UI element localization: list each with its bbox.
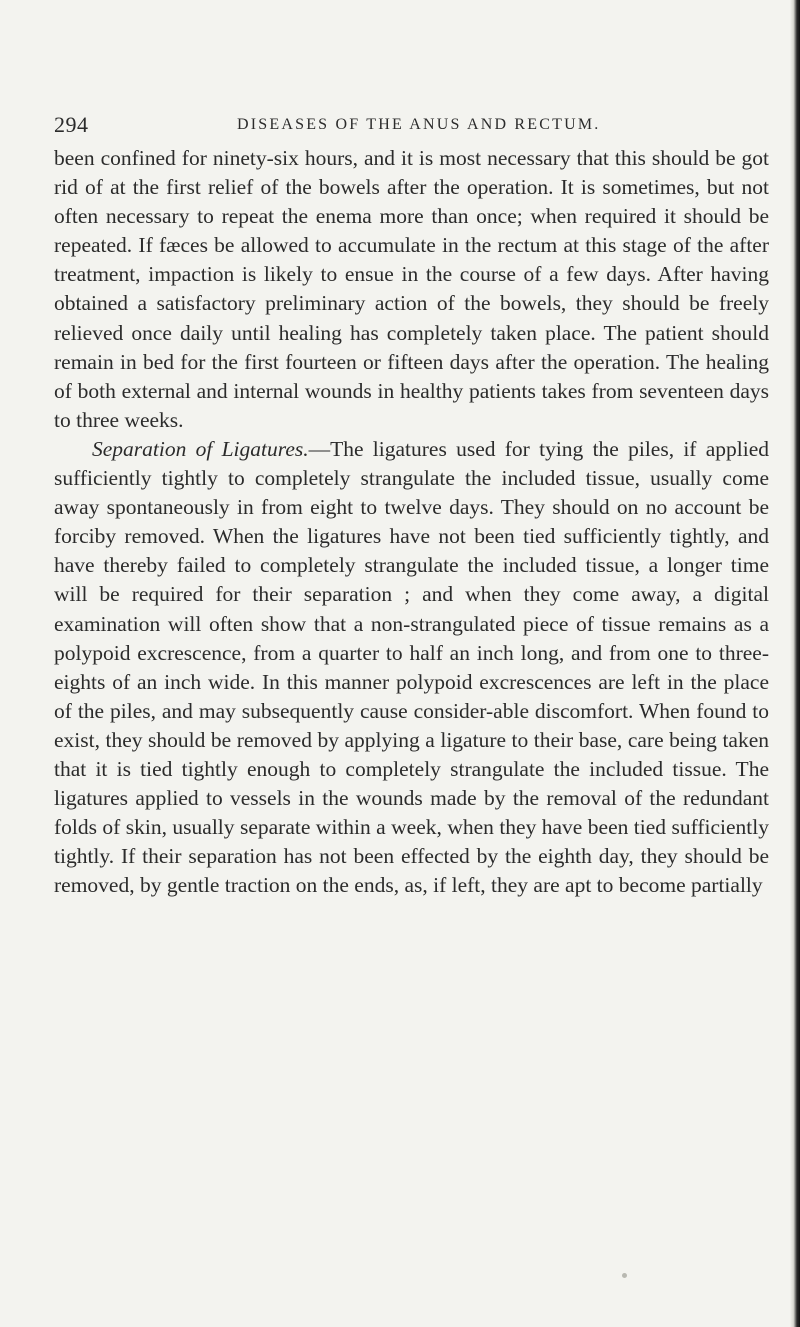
page-edge-shadow [790, 0, 800, 1327]
paragraph-after-treatment: been confined for ninety-six hours, and it is most necessary that this should be got rid of at the first relief of the bowels after the operation. It is sometimes, but not often necessary to repeat the enema more than once; when required it should be repeated. If fæces be allowed to accumulate in the rectum at this stage of the after treatment, impaction is likely to ensue in the course of a few days. After having obtained a satisfactory preliminary action of the bowels, they should be freely relieved once daily until healing has completely taken place. The patient should remain in bed for the first fourteen or fifteen days after the operation. The healing of both external and internal wounds in healthy patients takes from seventeen days to three weeks. [54, 146, 769, 432]
page-speck [622, 1273, 627, 1278]
paragraph-text: —The ligatures used for tying the piles, if applied sufficiently tightly to completely strangulate the included tissue, usually come away spontaneously in from eight to twelve days. They should on no account be forciby removed. When the ligatures have not been tied sufficiently tightly, and have thereby failed to completely strangulate the included tissue, a longer time will be required for their separation ; and when they come away, a digital examination will often show that a non-strangulated piece of tissue remains as a polypoid excrescence, from a quarter to half an inch long, and from one to three-eights of an inch wide. In this manner polypoid excrescences are left in the place of the piles, and may subsequently cause consider-able discomfort. When found to exist, they should be removed by applying a ligature to their base, care being taken that it is tied tightly enough to completely strangulate the included tissue. The ligatures applied to vessels in the wounds made by the removal of the redundant folds of skin, usually separate within a week, when they have been tied sufficiently tightly. If their separation has not been effected by the eighth day, they should be removed, by gentle traction on the ends, as, if left, they are apt to become partially [54, 436, 770, 898]
section-heading: Separation of Ligatures. [92, 436, 309, 461]
body-text [54, 144, 769, 900]
page-header [54, 112, 769, 142]
paragraph-separation-of-ligatures [54, 435, 769, 901]
running-title: DISEASES OF THE ANUS AND RECTUM. [237, 116, 601, 133]
page-number: 294 [54, 112, 89, 137]
